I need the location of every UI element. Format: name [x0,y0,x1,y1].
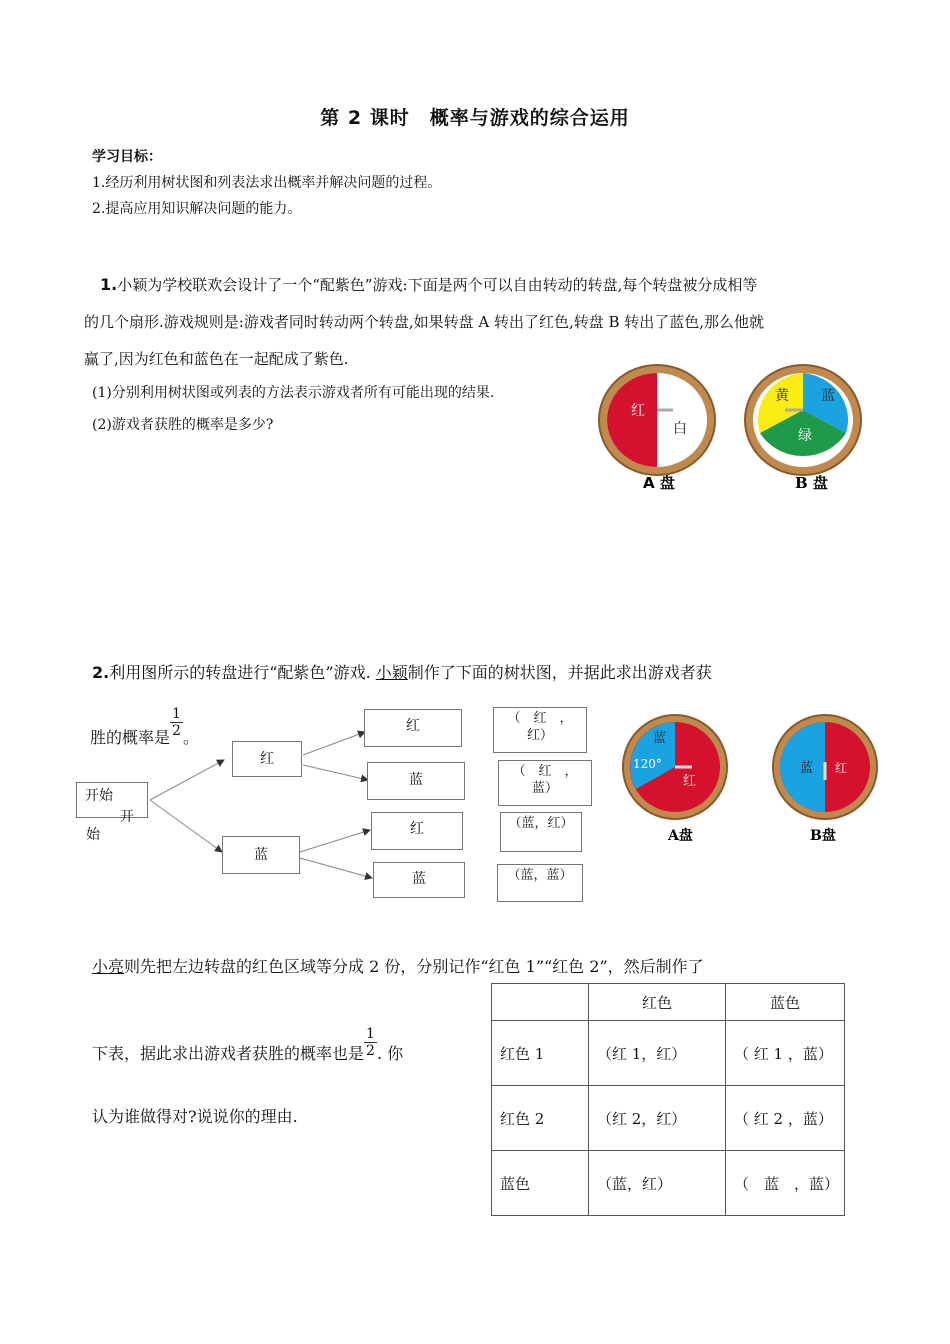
q1-b-blue-label: 蓝 [821,388,835,404]
q1-spinners [595,360,875,500]
outcome-table [491,983,845,1216]
table-header-row: 红色 蓝色 [492,984,845,1021]
q1-a-caption: A 盘 [643,474,675,492]
q1-b-green-label: 绿 [798,428,812,444]
person-xiaoliang: 小亮 [92,957,125,976]
q1-spinner-b [745,365,861,475]
fraction-half-2: $\frac{1}{2}$ [366,1026,375,1059]
tree-result-2: （ 红 ，蓝） [498,760,592,806]
table-row: 红色 2 （红 2，红） （ 红 2 ，蓝） [492,1086,845,1151]
q1-b-caption: B 盘 [795,474,828,492]
tree-result-1: （ 红 ，红） [493,707,587,753]
q1-sub2: (2)游戏者获胜的概率是多少? [92,417,274,433]
q1-spinner-a [599,365,715,475]
q2-text-f: 下表，据此求出游戏者获胜的概率也是 $\frac{1}{2}$ . 你 [92,1026,404,1063]
q2-spinner-b [773,715,877,819]
q2-spinner-a [623,715,727,819]
q2-b-blue-label: 蓝 [800,761,814,776]
q2-a-blue-label: 蓝 [653,731,667,746]
q2-text-cont: 胜的概率是 $\frac{1}{2}$ 。 [90,706,199,747]
tree-start: 开始 [76,782,148,818]
q2-text: 2.利用图所示的转盘进行“配紫色”游戏. 小颖制作了下面的树状图，并据此求出游戏者获 [92,663,712,682]
q2-a-angle: 120° [633,757,662,771]
goal-1: 1.经历利用树状图和列表法求出概率并解决问题的过程。 [92,175,442,191]
goal-2: 2.提高应用知识解决问题的能力。 [92,201,302,217]
tree-l1-blue: 蓝 [222,836,300,874]
tree-l1-red: 红 [232,741,302,777]
q1-number: 1. [100,275,118,294]
tree-l2-4: 蓝 [373,862,465,898]
tree-result-4: （蓝，蓝） [497,864,583,902]
person-xiaoying: 小颖 [375,663,408,682]
q2-b-caption: B盘 [810,828,836,844]
tree-start-b: 开 [120,809,134,825]
q2-number: 2. [92,663,110,682]
tree-start-c: 始 [86,827,100,843]
table-row: 红色 1 （红 1，红） （ 红 1 ，蓝） [492,1021,845,1086]
q2-a-red-label: 红 [683,774,697,789]
tree-l2-3: 红 [371,812,463,850]
tree-l2-2: 蓝 [367,762,465,800]
q1-text: 1.小颖为学校联欢会设计了一个“配紫色”游戏:下面是两个可以自由转动的转盘,每个转盘被分成相等 的几个扇形.游戏规则是:游戏者同时转动两个转盘,如果转盘 A 转出了红色,转盘 B 转出了蓝色,那么他就 赢了,因为红色和蓝色在一起配成了紫色. [84,275,765,368]
q1-a-red-label: 红 [631,403,645,419]
q2-xiaoliang-text: 小亮则先把左边转盘的红色区域等分成 2 份，分别记作“红色 1”“红色 2”，然后制作了 [92,957,704,976]
tree-l2-1: 红 [364,709,462,747]
tree-result-3: （蓝，红） [500,812,582,852]
q2-a-caption: A盘 [668,828,693,844]
q1-b-yellow-label: 黄 [775,388,789,404]
fraction-half: $\frac{1}{2}$ [172,706,181,739]
q1-sub1: (1)分别利用树状图或列表的方法表示游戏者所有可能出现的结果. [92,385,495,401]
goals-heading: 学习目标： [92,149,162,165]
q1-a-white-label: 白 [673,421,687,437]
q2-spinners [620,712,890,852]
page-title: 第 2 课时 概率与游戏的综合运用 [320,107,630,129]
table-row: 蓝色 （蓝，红） （ 蓝 ，蓝） [492,1151,845,1216]
q2-b-red-label: 红 [835,761,848,775]
q2-text-h: 认为谁做得对?说说你的理由. [92,1107,298,1126]
